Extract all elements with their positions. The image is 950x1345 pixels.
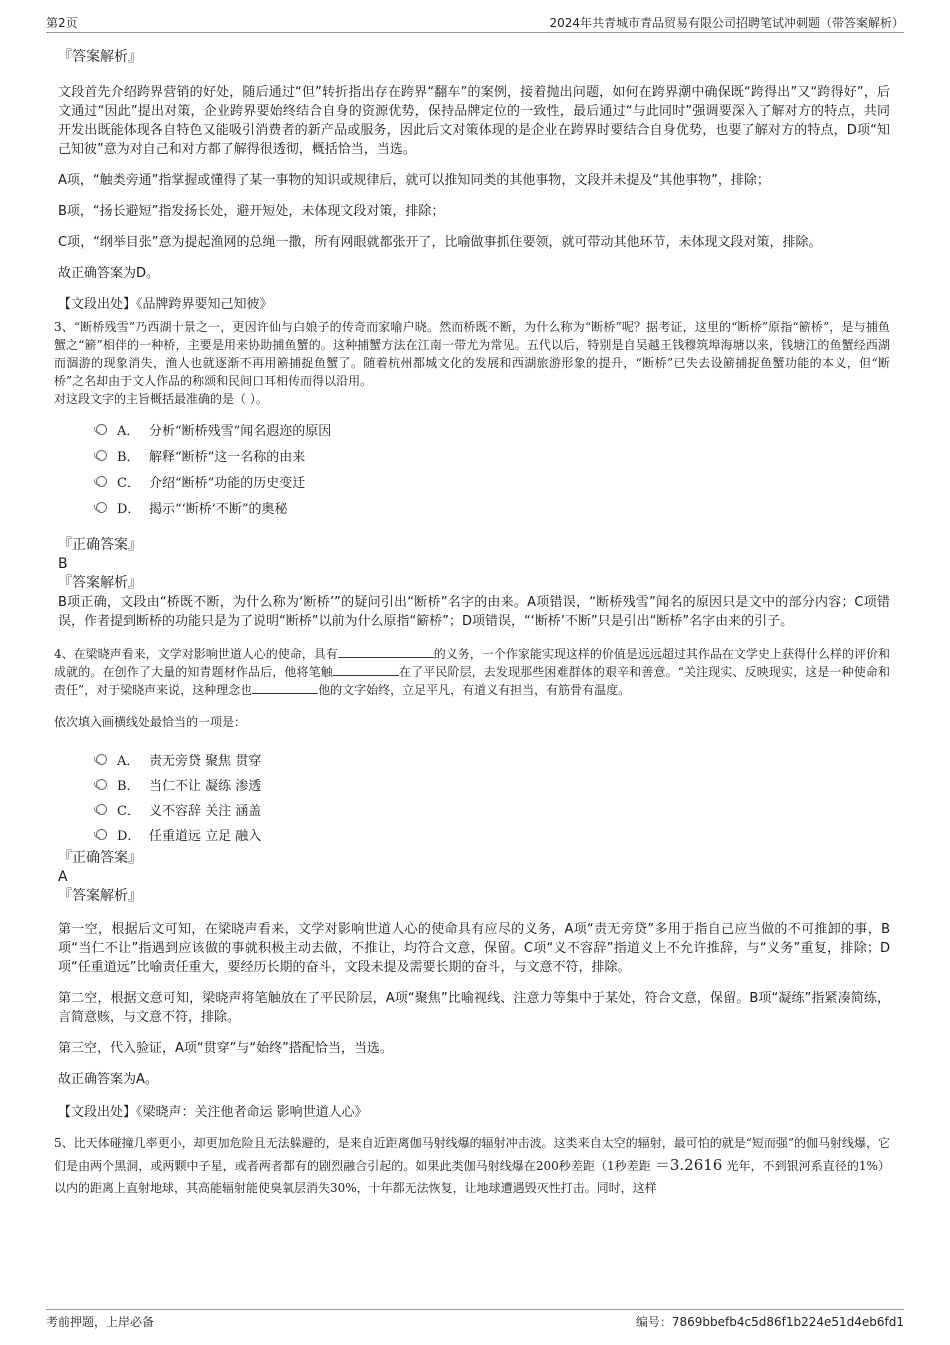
q3-prompt: 对这段文字的主旨概括最准确的是（ ）。 (54, 392, 268, 406)
q3-analysis: B项正确，文段由“桥既不断，为什么称为‘断桥’”的疑问引出“断桥”名字的由来。A项错误，“断桥残雪”闻名的原因只是文中的部分内容；C项错误，作者提到断桥的功能只是为了说明“断桥”以前为什么原指“簖桥”；D项错误，“‘断桥’不断”只是引出“断桥”名字由来的引子。 (58, 595, 890, 629)
radio-icon[interactable] (96, 754, 107, 765)
option-letter: B． (117, 449, 140, 465)
q4-blank-2 (333, 663, 399, 676)
option-text: 当仁不让 凝练 渗透 (149, 779, 262, 794)
q4-analysis-p2: 第二空，根据文意可知，梁晓声将笔触放在了平民阶层，A项“聚焦”比喻视线、注意力等集中于某处，符合文意，保留。B项“凝练”指紧凑简练，言简意赅，与文意不符，排除。 (58, 991, 890, 1025)
radio-icon[interactable] (96, 779, 107, 790)
q4-analysis-p3: 第三空，代入验证，A项“贯穿”与“始终”搭配恰当，当选。 (58, 1041, 393, 1056)
option-text: 解释“断桥”这一名称的由来 (149, 449, 306, 465)
q2-source: 【文段出处】《品牌跨界要知己知彼》 (58, 297, 273, 312)
radio-icon[interactable] (96, 804, 107, 815)
option-letter: C． (117, 475, 140, 491)
q4-option-a[interactable] (96, 747, 890, 772)
q4-prompt: 依次填入画横线处最恰当的一项是： (54, 715, 247, 729)
q2-analysis-label: 『答案解析』 (58, 49, 142, 65)
q4-stem-part4: 他的文字始终，立足平凡，有道义有担当，有筋骨有温度。 (318, 683, 631, 697)
header-divider (46, 32, 904, 33)
footer-slogan: 考前押题，上岸必备 (46, 1315, 155, 1329)
radio-icon[interactable] (96, 476, 107, 487)
option-text: 分析“断桥残雪”闻名遐迩的原因 (149, 423, 332, 439)
q3-option-c[interactable] (96, 468, 890, 494)
q2-option-b-analysis: B项，“扬长避短”指发扬长处，避开短处，未体现文段对策，排除； (58, 204, 445, 219)
footer-divider (46, 1309, 904, 1310)
q4-answer-label: 『正确答案』 (58, 850, 142, 866)
q2-option-a-analysis: A项，“触类旁通”指掌握或懂得了某一事物的知识或规律后，就可以推知同类的其他事物，文段并未提及“其他事物”，排除； (58, 173, 770, 188)
q4-option-c[interactable] (96, 797, 890, 822)
q4-conclusion: 故正确答案为A。 (58, 1072, 158, 1087)
q3-option-b[interactable] (96, 442, 890, 468)
option-letter: A． (117, 423, 140, 439)
q3-option-d[interactable] (96, 494, 890, 520)
option-text: 揭示“‘断桥’不断”的奥秘 (149, 501, 288, 517)
q3-answer: B (58, 556, 68, 572)
option-text: 责无旁贷 聚焦 贯穿 (149, 754, 262, 769)
radio-icon[interactable] (96, 502, 107, 513)
option-letter: C． (117, 804, 140, 819)
footer-code: 编号：7869bbefb4c5d86f1b224e51d4eb6fd1 (635, 1315, 904, 1329)
q5-stem (54, 1132, 890, 1199)
q3-analysis-label: 『答案解析』 (58, 575, 142, 591)
option-text: 介绍“断桥”功能的历史变迁 (149, 475, 306, 491)
page-number: 第2页 (46, 16, 78, 30)
page-footer (46, 1313, 904, 1333)
radio-icon[interactable] (96, 450, 107, 461)
page-header (46, 12, 904, 32)
option-letter: D． (117, 829, 141, 844)
q4-option-b[interactable] (96, 772, 890, 797)
q5-formula: ＝3.2616 (654, 1156, 723, 1174)
main-content (54, 46, 890, 1199)
radio-icon[interactable] (96, 424, 107, 435)
q4-source: 【文段出处】《梁晓声：关注他者命运 影响世道人心》 (58, 1105, 368, 1120)
q4-stem-part2: 的义务，一个作家能实现这样的价值是远远超过其作品在文学史上获得什么样的评价和成就的。在创作了大量的知青题材作品后，他将笔触 (54, 647, 890, 679)
q4-stem-part3: 在了平民阶层，去发现那些困难群体的艰辛和善意。“关注现实、反映现实，这是一种使命和责任”，对于梁晓声来说，这种理念也 (54, 665, 890, 697)
q4-options (96, 747, 890, 847)
option-letter: A． (117, 754, 140, 769)
option-letter: D． (117, 501, 141, 517)
q4-analysis-p1: 第一空，根据后文可知，在梁晓声看来，文学对影响世道人心的使命具有应尽的义务，A项“责无旁贷”多用于指自己应当做的不可推卸的事，B项“当仁不让”指遇到应该做的事就积极主动去做，不推让，均符合文意，保留。C项“义不容辞”指道义上不允许推辞，与“义务”重复，排除；D项“任重道远”比喻责任重大，要经历长期的奋斗，文段未提及需要长期的奋斗，与文意不符，排除。 (58, 922, 890, 975)
q5-stem-part1: 5、比天体碰撞几率更小，却更加危险且无法躲避的，是来自近距离伽马射线爆的辐射冲击波。这类来自太空的辐射，最可怕的就是“短而强”的伽马射线爆，它们是由两个黑洞，或两颗中子星，或者两者都有的剧烈融合引起的。如果此类伽马射线爆在200秒差距（1秒差距 (54, 1136, 890, 1173)
q4-stem-part1: 4、在梁晓声看来，文学对影响世道人心的使命，具有 (54, 647, 338, 661)
q3-answer-label: 『正确答案』 (58, 537, 142, 553)
option-text: 任重道远 立足 融入 (149, 829, 262, 844)
option-letter: B． (117, 779, 140, 794)
q2-conclusion: 故正确答案为D。 (58, 266, 160, 281)
document-title: 2024年共青城市青品贸易有限公司招聘笔试冲刺题（带答案解析） (549, 16, 904, 30)
q3-stem: 3、“断桥残雪”乃西湖十景之一，更因许仙与白娘子的传奇而家喻户晓。然而桥既不断，为什么称为“断桥”呢？据考证，这里的“断桥”原指“簖桥”，是与捕鱼蟹之“簖”相伴的一种桥，主要是用来协助捕鱼蟹的。这种捕蟹方法在江南一带尤为常见。五代以后，特别是自吴越王钱穆筑埠海塘以来，钱塘江的鱼蟹经西湖而涸游的现象消失，渔人也就逐渐不再用簖捕捉鱼蟹了。随着杭州都城文化的发展和西湖旅游形象的提升，“断桥”已失去设簖捕捉鱼蟹功能的本义，但“断桥”之名却由于文人作品的称颂和民间口耳相传而得以沿用。 (54, 320, 890, 388)
q3-option-a[interactable] (96, 416, 890, 442)
radio-icon[interactable] (96, 829, 107, 840)
q4-stem (54, 645, 890, 699)
q2-option-c-analysis: C项，“纲举目张”意为提起渔网的总绳一撒，所有网眼就都张开了，比喻做事抓住要领，就可带动其他环节，未体现文段对策，排除。 (58, 235, 822, 250)
q3-options (96, 416, 890, 520)
q2-analysis: 文段首先介绍跨界营销的好处，随后通过“但”转折指出存在跨界“翻车”的案例，接着抛出问题，如何在跨界潮中确保既“跨得出”又“跨得好”，后文通过“因此”提出对策，企业跨界要始终结合自身的资源优势，保持品牌定位的一致性，最后通过“与此同时”强调要深入了解对方的特点，共同开发出既能体现各自特色又能吸引消费者的新产品或服务，因此后文对策体现的是企业在跨界时要结合自身优势，也要了解对方的特点，D项“知己知彼”意为对自己和对方都了解得很透彻，概括恰当，当选。 (58, 85, 890, 157)
q4-analysis-label: 『答案解析』 (58, 888, 142, 904)
q4-blank-1 (338, 645, 434, 658)
q5-stem-part2: 光年，不到银河系直径的1%）以内的距离上直射地球，其高能辐射能使臭氧层消失30%，十年都无法恢复，让地球遭遇毁灭性打击。同时，这样 (54, 1159, 890, 1195)
q4-option-d[interactable] (96, 822, 890, 847)
q4-answer: A (58, 869, 68, 885)
q4-blank-3 (252, 681, 318, 694)
option-text: 义不容辞 关注 涵盖 (149, 804, 262, 819)
